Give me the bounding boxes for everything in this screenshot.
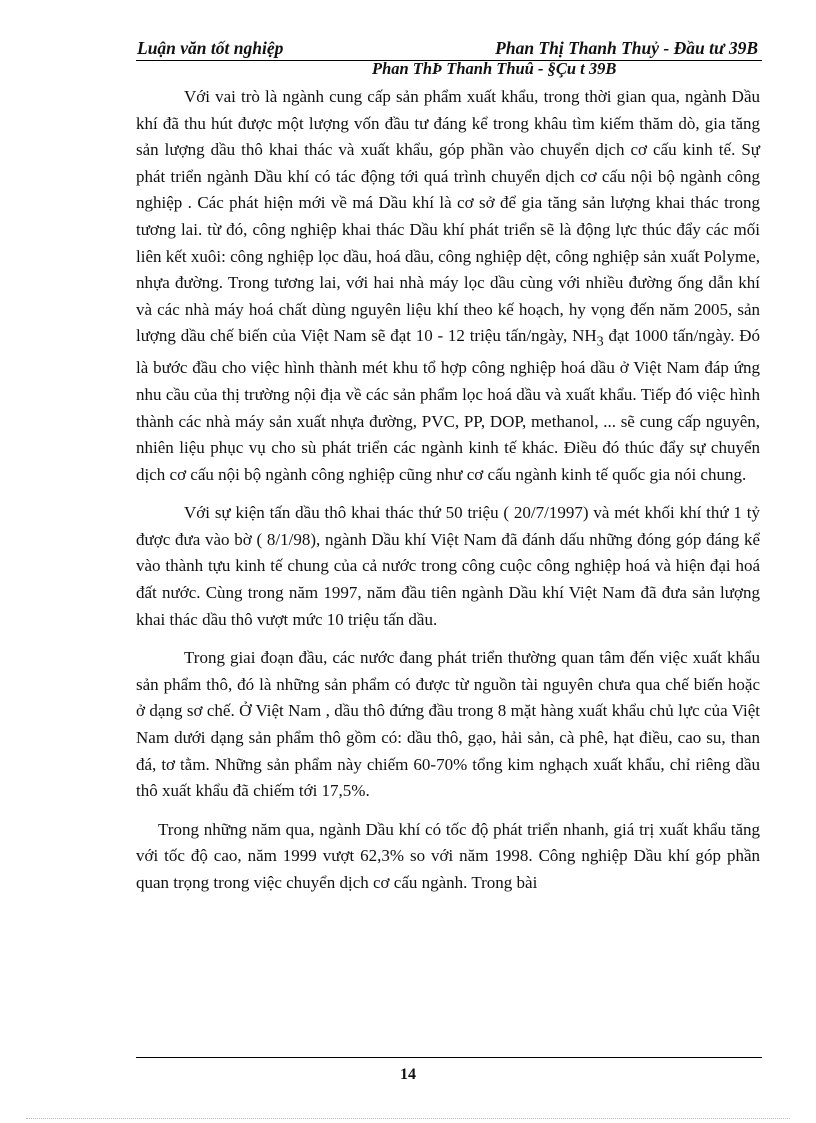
- paragraph-1: [136, 84, 760, 488]
- page-number: 14: [400, 1066, 416, 1083]
- body-text: [136, 84, 760, 897]
- paragraph-4: Trong những năm qua, ngành Dầu khí có tốc độ phát triển nhanh, giá trị xuất khẩu tăng với tốc độ cao, năm 1999 vượt 62,3% so với năm 1998. Công nghiệp Dầu khí góp phần quan trọng trong việc chuyển dịch cơ cấu ngành. Trong bài: [136, 819, 760, 893]
- paragraph-3: Trong giai đoạn đầu, các nước đang phát triển thường quan tâm đến việc xuất khẩu sản phẩm thô, đó là những sản phẩm có được từ nguồn tài nguyên chưa qua chế biến hoặc ở dạng sơ chế. Ở Việt Nam , dầu thô đứng đầu trong 8 mặt hàng xuất khẩu chủ lực của Việt Nam dưới dạng sản phẩm thô gồm có: dầu thô, gạo, hải sản, cà phê, hạt điều, cao su, than đá, tơ tằm. Những sản phẩm này chiếm 60-70% tổng kim nghạch xuất khẩu, chỉ riêng dầu thô xuất khẩu đã chiếm tới 17,5%.: [136, 648, 760, 801]
- paragraph-1-tail: đạt 1000 tấn/ngày. Đó là bước đầu cho việc hình thành mét khu tổ hợp công nghiệp hoá dầu ở Việt Nam đáp ứng nhu cầu của thị trường nội địa về các sản phẩm lọc hoá dầu và xuất khẩu. Tiếp đó việc hình thành các nhà máy sản xuất nhựa đường, PVC, PP, DOP, methanol, ... sẽ cung cấp nguyên, nhiên liệu phục vụ cho sù phát triển các ngành kinh tế khác. Điều đó thúc đẩy sự chuyển dịch cơ cấu nội bộ ngành công nghiệp cũng như cơ cấu ngành kinh tế quốc gia nói chung.: [136, 326, 760, 484]
- header-misencoded-author: Phan ThÞ Thanh Thuû - §Çu t 39B: [372, 59, 617, 78]
- footer-divider: [136, 1057, 762, 1058]
- paragraph-1-text: Với vai trò là ngành cung cấp sản phẩm xuất khẩu, trong thời gian qua, ngành Dầu khí đã thu hút được một lượng vốn đầu tư đáng kể trong khâu tìm kiếm thăm dò, gia tăng sản lượng dầu thô khai thác và xuất khẩu, góp phần vào chuyển dịch cơ cấu kinh tế. Sự phát triển ngành Dầu khí có tác động tới quá trình chuyển dịch cơ cấu nội bộ ngành công nghiệp . Các phát hiện mới về má Dầu khí là cơ sở để gia tăng sản lượng khai thác trong tương lai. từ đó, công nghiệp khai thác Dầu khí phát triển sẽ là động lực thúc đẩy các mối liên kết xuôi: công nghiệp lọc dầu, hoá dầu, công nghiệp dệt, công nghiệp sản xuất Polyme, nhựa đường. Trong tương lai, với hai nhà máy lọc dầu cùng với nhiều đường ống dẫn khí và các nhà máy hoá chất dùng nguyên liệu khí theo kế hoạch, hy vọng đến năm 2005, sản lượng dầu chế biến của Việt Nam sẽ đạt 10 - 12 triệu tấn/ngày, NH: [136, 87, 760, 346]
- header-author-right: Phan Thị Thanh Thuỷ - Đầu tư 39B: [495, 38, 758, 58]
- header-title-left: Luận văn tốt nghiệp: [137, 38, 284, 58]
- page-bottom-border: [26, 1118, 790, 1119]
- paragraph-2: Với sự kiện tấn dầu thô khai thác thứ 50 triệu ( 20/7/1997) và mét khối khí thứ 1 tỷ được đưa vào bờ ( 8/1/98), ngành Dầu khí Việt Nam đã đánh dấu những đóng góp đáng kể vào thành tựu kinh tế chung của cả nước trong công cuộc công nghiệp hoá và hiện đại hoá đất nước. Cùng trong năm 1997, năm đầu tiên ngành Dầu khí Việt Nam đã đưa sản lượng khai thác dầu thô vượt mức 10 triệu tấn dầu.: [136, 503, 760, 629]
- nh3-subscript: 3: [596, 333, 604, 350]
